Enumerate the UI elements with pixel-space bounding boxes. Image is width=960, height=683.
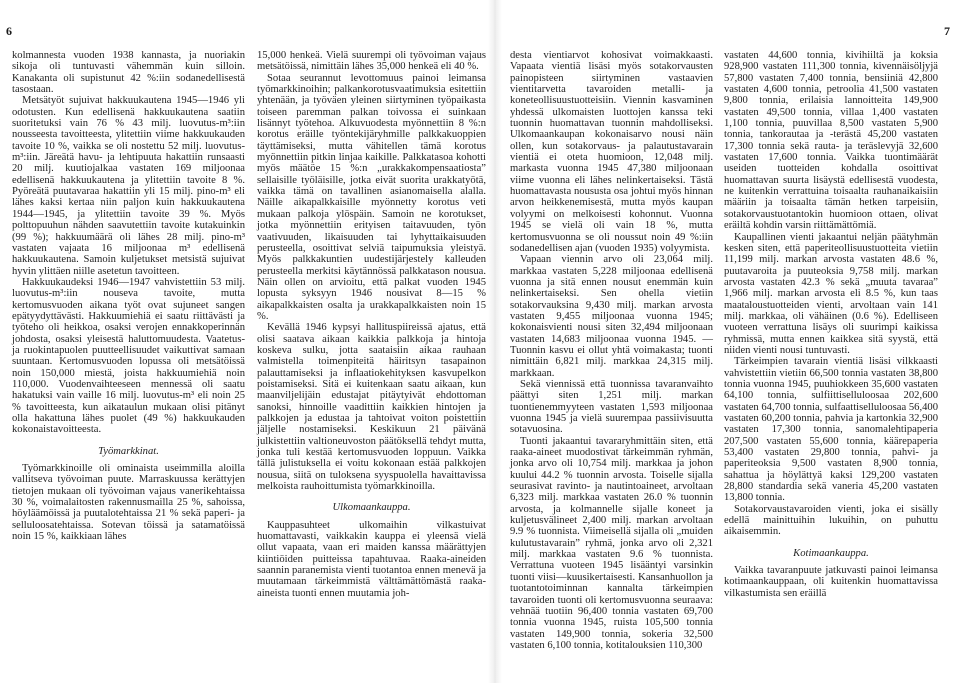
paragraph: Kauppasuhteet ulkomaihin vilkastuivat huomattavasti, vaikkakin kauppa ei yleensä vielä ollut vapaata, vaan eri maiden kanssa määrättyjen kiintiöiden puitteissa tapahtuvaa. Raaka-aineiden saannin paranemista vienti tuotantoa ennen menevä ja muutamaan tärkeimmistä välttämättömästä raaka-aineista tuonti ennen muutamia joh-	[257, 519, 486, 599]
section-heading: Ulkomaankauppa.	[332, 502, 411, 514]
paragraph: Sotaa seurannut levottomuus painoi leimansa työmarkkinoihin; palkankorotusvaatimuksia esitettiin yhtenään, ja työväen yleinen siirtyminen työpaikasta toiseen paremman palkan toivossa ei suinkaan lisännyt työtehoa. Alkuvuodesta myönnettiin 8 %:n korotus eräille työntekijäryhmille palkkakuoppien täyttämiseksi, mutta vähitellen tämä korotus myönnettiin pitkin linjaa kaikille. Palkkatasoa kohotti myös määtöe 15 %:n „urakkakompensaatiosta” sellaisille työläisille, jotka eivät suorita urakkatyötä, vaikka tämä on tavallinen asianomaisella alalla. Näille aikapalkkaisille myönnetty korotus veti mukaan palkoja ylöspäin. Samoin ne korotukset, jotka myönnettiin erityisen taitavuuden, työn vaativuuden, likaisuuden tai lyhyttaikaisuuden perusteella, osoittivat selviä taipumuksia yleistyä. Myös palkkakuntien uudestijärjestely kalleuden perusteella merkitsi käytännössä palkkatason nousua. Näin ollen on arvioitu, että palkat vuoden 1945 lopusta syksyyn 1946 nousivat 8—15 % aikapalkkaisten osalta ja urakkapalkkaisten noin 15 %.	[257, 72, 486, 322]
paragraph: desta vientiarvot kohosivat voimakkaasti. Vapaata vientiä lisäsi myös sotakorvausten painopisteen siirtyminen vastaavien vientitarvetta tavaroiden metalli- ja koneteollisuustuotteisiin. Viennin kasvaminen yhdessä ulkomaisten luottojen kanssa teki tuonnin huomattavan tuonnin mahdolliseksi. Ulkomaankaupan kokonaisarvo nousi näin ollen, kun sotakorvaus- ja palautustavarain vientiä ei oteta huomioon, 12,048 milj. markasta vuonna 1945 47,380 miljoonaan viime vuonna eli lähes nelinkertaiseksi. Tästä huomattavasta noususta osa johtui myös hinnan arvon heikkenemisestä, mutta myös kaupan volyymi on melkoisesti kohonnut. Vuonna 1945 se vielä oli vain 18 %, mutta kertomusvuonna se oli noussut noin 49 %:iin sodanedellisen ajan (vuoden 1935) volyymista.	[510, 50, 713, 254]
paragraph: 15,000 henkeä. Vielä suurempi oli työvoiman vajaus metsätöissä, nimittäin lähes 35,000 henkeä eli 40 %.	[257, 50, 486, 73]
paragraph: Kevällä 1946 kypsyi hallituspiireissä ajatus, että olisi saatava aikaan kaikkia palkkoja ja hintoja koskeva sulku, jotta saataisiin aikaa rauhaan valmistella toimenpiteitä häiritsyn tasapainon palauttamiseksi ja inflaatiokehityksen kasvupelkon poistamiseksi. Sitä ei kuitenkaan saatu aikaan, kun maanviljelijäin edustajat pitäytyivät ehdottoman sanoksi, hinnoille vaadittiin kaikkien hintojen ja palkkojen ja edustaa ja tahtoivat voiton poistettiin jäljelle nostamiseksi. Keskikuun 21 päivänä julkistettiin valtioneuvoston päätöksellä tehdyt mutta, jonka tuli kestää kertomusvuoden loppuun. Vaikka tällä julistuksella ei voitu kokonaan estää palkkojen nousua, siitä on tuloksena syyspuolella havaittavissa melkoista rauhoittumista työmarkkinoilla.	[257, 322, 486, 493]
text-column-3	[510, 50, 713, 651]
section-heading: Työmarkkinat.	[98, 445, 159, 457]
paragraph: Kaupallinen vienti jakaantui neljän päätyhmän kesken siten, että paperiteollisuustuotteita vietiin 11,199 milj. markan arvosta vastaten 48.6 %, puutavaroita ja puuteoksia 9,758 milj. markan arvosta vastaten 42.3 % sekä „muuta tavaraa” 1,966 milj. markan arvosta eli 8.5 %, kun taas maataloustuotteiden vienti, arvoltaan vain 141 milj. markkaa, oli vähäinen (0.6 %). Edelliseen vuoteen verrattuna lisäys oli suurimpi kaikissa ryhmissä, mutta ennen kaikkea sitä syystä, että niiden vienti nousi tuntuvasti.	[724, 231, 938, 356]
text-column-1	[12, 50, 245, 542]
book-gutter	[488, 0, 502, 683]
page-number-left: 6	[6, 24, 12, 38]
paragraph: Vapaan viennin arvo oli 23,064 milj. markkaa vastaten 5,228 miljoonaa edellisenä vuonna ja sitä ennen nousut enemmän kuin nelinkertaiseksi. Sen ohella vietiin sotakorvauksina 9,430 milj. markan arvosta vastaten 9,455 miljoonaa vuonna 1945; kokonaisvienti nousi siten 32,494 miljoonaan vastaten 14,683 miljoonaa vuonna 1945. — Tuonnin kasvu ei ollut yhtä voimakasta; tuonti nimittäin 6,821 milj. markkaa 24,315 milj. markkaan.	[510, 254, 713, 379]
paragraph: Tuonti jakaantui tavararyhmittäin siten, että raaka-aineet muodostivat tärkeimmän ryhmän, jonka arvo oli 10,754 milj. markkaa ja johon kuului 44.2 % tuonnin arvosta. Toiselle sijalla seurasivat ravinto- ja nautintoaineet, arvoltaan 6,323 milj. markkaa vastaten 26.0 % tuonnin arvosta, ja kolmannelle sijalle koneet ja kuljetusvälineet 2,400 milj. markan arvoltaan 9.9 % tuonnista. Viimeisellä sijalla oli „muiden kulutustavarain” ryhmä, jonka arvo oli 2,321 milj. markkaa vastaten 9.6 % tuonnista. Verrattuna vuoteen 1945 lisääntyi varsinkin tuonti viisi—kuusikertaisesti. Kansanhuollon ja tuotantotoiminnan kannalta tärkeimpien tavaroiden tuonti oli kertomusvuonna seuraava: vehnää tuotiin 96,400 tonnia vastaten 69,700 tonnia vuonna 1945, ruista 105,500 tonnia vastaten 149,900 tonnia, sokeria 32,500 vastaten 6,100 tonnia, kotitalouksien 110,300	[510, 435, 713, 651]
paragraph: kolmannesta vuoden 1938 kannasta, ja nuoriakin sikoja oli tuntuvasti vähemmän kuin silloin. Kanakanta oli supistunut 42 %:iin sodanedellisestä tasostaan.	[12, 50, 245, 96]
paragraph: Vaikka tavaranpuute jatkuvasti painoi leimansa kotimaankauppaan, oli kuitenkin huomattavissa vilkastumista sen eräillä	[724, 565, 938, 599]
paragraph: Metsätyöt sujuivat hakkuukautena 1945—1946 yli odotusten. Kun edellisenä hakkuukautena saatiin suoritetuksi vain 76 % 43 milj. luovutus-m³:iin nousseesta tavoitteesta, ylitettiin viime hakkuukauden tavoite 10 %, vaikka se oli nostettu 52 milj. luovutus-m³:iin. Järeätä havu- ja lehtipuuta hakattiin runsaasti 20 milj. kuutiojalkaa vastaten 169 miljoonaa edellisenä hakkuukautena ja ylitettiin tavoite 8 %. Pyöreätä puutavaraa hakattiin yli 15 milj. pino-m³ eli lähes kaksi kertaa niin paljon kuin hakkuukautena 1944—1945, ja ylitettiin tavoite 39 %. Myös polttopuuhun nähden saavutettiin tavoite kutakuinkin (99 %); hakkuumäärä oli lähes 28 milj. pino-m³ vastaten vajaata 16 miljoonaa m³ edellisenä hakkuukautena. Samoin kuljetukset metsistä sujuivat hyvin ylittäen niille asetetun tavoitteen.	[12, 95, 245, 277]
paragraph: Sotakorvaustavaroiden vienti, joka ei sisälly edellä mainittuihin lukuihin, on puhuttu aikaisemmin.	[724, 503, 938, 538]
text-column-2	[257, 50, 486, 599]
paragraph: Tärkeimpien tavarain vientiä lisäsi vilkkaasti vahvistettiin vietiin 66,500 tonnia vastaten 38,800 tonnia vuonna 1945, puuhiokkeen 35,600 vastaten 64,100 tonnia, sulfiittiselluloosaa 202,600 vastaten 64,700 tonnia, sulfaattiselluloosaa 56,400 vastaten 60,200 tonnia, pahvia ja kartonkia 32,900 vastaten 17,300 tonnia, sanomalehtipaperia 207,500 vastaten 55,600 tonnia, käärepaperia 53,400 vastaten 29,800 tonnia, pahvi- ja paperiteoksia 9,500 vastaten 8,900 tonnia, sahattua ja höylättyä kaksi 129,200 vastaten 28,800 standardia sekä vaneria 45,200 vastaten 13,800 tonnia.	[724, 356, 938, 504]
page-number-right: 7	[944, 24, 950, 38]
paragraph: Hakkuukaudeksi 1946—1947 vahvistettiin 53 milj. luovutus-m³:iin nouseva tavoite, mutta kertomusvuoden aikana työt ovat sujuneet sangen epätyydyttävästi. Hakkuumiehiä ei saatu riittävästi ja työteho oli heikkoa, osaksi verojen ennakkoperinnän johdosta, osaksi yleisestä haluttomuudesta. Vaatetus- ja ruokintapuolen puutteellisuudet vaikuttivat samaan suuntaan. Kertomusvuoden lopussa oli metsätöissä noin 150,000 miestä, joista hakkuumiehiä noin 110,000. Vuodenvaihteeseen mennessä oli saatu hakatuksi vain vaille 16 milj. luovutus-m³ eli noin 25 % tavoitteesta, kun aikataulun mukaan olisi pitänyt olla hakattuna lähes puolet (49 %) hakkuukauden kokonaistavoitteesta.	[12, 276, 245, 436]
text-column-4	[724, 50, 938, 599]
paragraph: Sekä viennissä että tuonnissa tavaranvaihto päättyi siten 1,251 milj. markan tuontienemmyyteen vastaten 1,593 miljoonaa vuonna 1945 ja vielä suurempaa passiivisuutta sotavuosina.	[510, 378, 713, 436]
paragraph: vastaten 44,600 tonnia, kivihiiltä ja koksia 928,900 vastaten 111,300 tonnia, kivennäisöljyjä 57,800 vastaten 7,400 tonnia, bensiiniä 42,800 vastaten 4,600 tonnia, petroolia 41,500 vastaten 9,800 tonnia, erilaisia lannoitteita 149,900 vastaten 49,500 tonnia, villaa 1,400 vastaten 1,100 tonnia, puuvillaa 8,500 vastaten 5,900 tonnia, tankorautaa ja -terästä 45,200 vastaten 17,300 tonnia sekä rauta- ja teräslevyjä 32,600 vastaten 17,600 tonnia. Vaikka tuontimäärät useiden tuotteiden kohdalla osoittivat huomattavan suurta lisäystä edellisestä vuodesta, ne kuitenkin verrattuina toisaalta rauhanaikaisiin määriin ja toisaalta tämän hetken tarpeisiin, sotakorvaustuotantokin huomioon ottaen, olivat eräiltä kohdin varsin riittämättömiä.	[724, 50, 938, 232]
section-heading: Kotimaankauppa.	[793, 547, 869, 559]
paragraph: Työmarkkinoille oli ominaista useimmilla aloilla vallitseva työvoiman puute. Marraskuussa kerättyjen tietojen mukaan oli työvoiman vajaus vanerikehtaissa 30 %, voimalaitosten rakennusmailla 25 %, sahoissa, höyläämöissä ja puutalotehtaissa 21 % sekä paperi- ja selluloosatehtaissa. Sotevan töissä ja satamatöissä noin 15 %, kaikkiaan lähes	[12, 463, 245, 543]
